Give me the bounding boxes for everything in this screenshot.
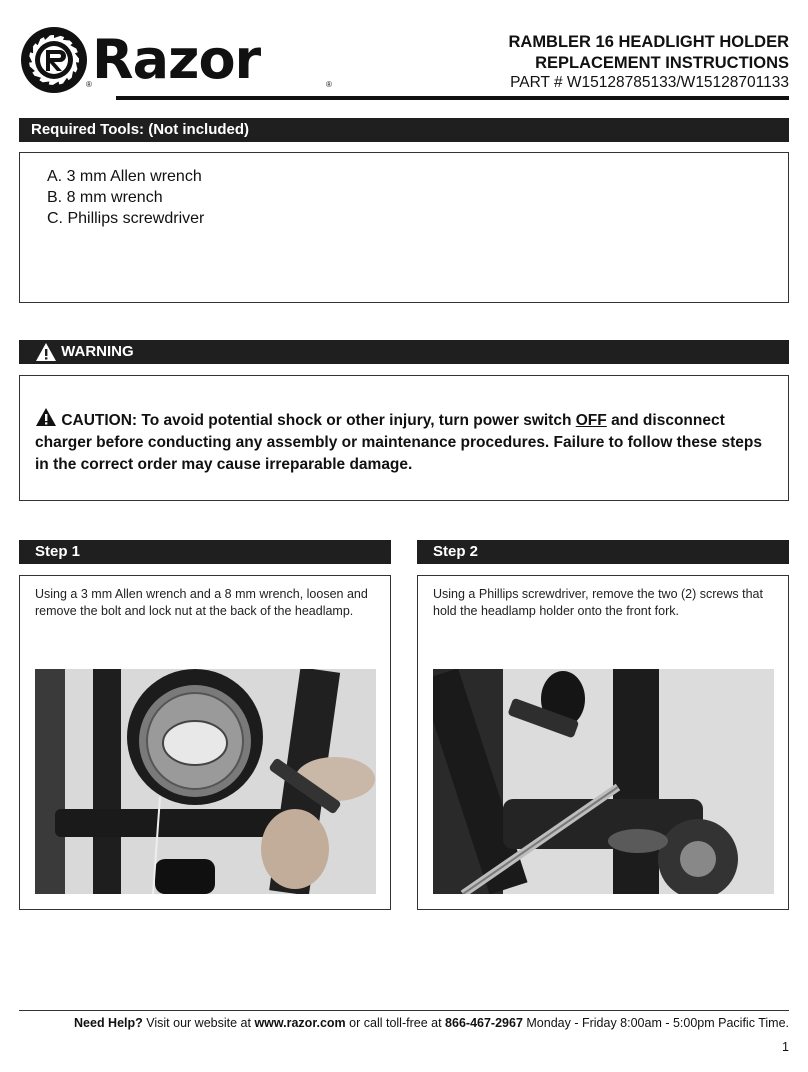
warning-icon [35, 407, 57, 427]
caution-text: CAUTION: To avoid potential shock or other injury, turn power switch OFF and disconnect charger before conducting any assembly or maintenance procedures. Failure to follow these steps in the correct order may cause irreparable damage. [35, 407, 775, 476]
registered-mark: ® [326, 80, 332, 89]
saw-blade-icon [21, 27, 88, 94]
tools-box [19, 152, 789, 303]
warning-heading: WARNING [61, 343, 134, 360]
step-2-photo [433, 669, 774, 894]
page-number: 1 [782, 1040, 789, 1054]
list-item: A. 3 mm Allen wrench [47, 168, 202, 185]
website-link[interactable]: www.razor.com [254, 1016, 346, 1030]
registered-mark: ® [86, 80, 92, 89]
phone-number[interactable]: 866-467-2967 [445, 1016, 523, 1030]
tools-heading: Required Tools: (Not included) [31, 121, 250, 138]
step-1-text: Using a 3 mm Allen wrench and a 8 mm wrench, loosen and remove the bolt and lock nut at the back of the headlamp. [35, 587, 368, 618]
footer-divider [19, 1010, 789, 1011]
header-divider [116, 96, 789, 100]
list-item: C. Phillips screwdriver [47, 210, 205, 227]
step-2-heading: Step 2 [433, 543, 479, 560]
step-1-heading: Step 1 [35, 543, 81, 560]
step-1-photo [35, 669, 376, 894]
off-emphasis: OFF [575, 412, 607, 429]
need-help-label: Need Help? [74, 1016, 143, 1030]
warning-heading-bar [19, 340, 789, 364]
step-2-box [417, 575, 789, 910]
step-1-box [19, 575, 391, 910]
caution-label: CAUTION: [61, 412, 138, 429]
list-item: B. 8 mm wrench [47, 189, 163, 206]
step-1-heading-bar [19, 540, 391, 564]
tools-heading-bar [19, 118, 789, 142]
tools-list [47, 166, 204, 229]
step-2-text: Using a Phillips screwdriver, remove the two (2) screws that hold the headlamp holder onto the front fork. [433, 587, 763, 618]
warning-icon [19, 343, 61, 360]
brand-wordmark: Razor [92, 28, 261, 91]
help-footer: Need Help? Visit our website at www.razor.com or call toll-free at 866-467-2967 Monday - Friday 8:00am - 5:00pm Pacific Time. [74, 1016, 789, 1030]
step-2-heading-bar [417, 540, 789, 564]
document-title: RAMBLER 16 HEADLIGHT HOLDER REPLACEMENT INSTRUCTIONS [508, 33, 789, 72]
part-number: PART # W15128785133/W15128701133 [510, 74, 789, 91]
warning-box [19, 375, 789, 501]
